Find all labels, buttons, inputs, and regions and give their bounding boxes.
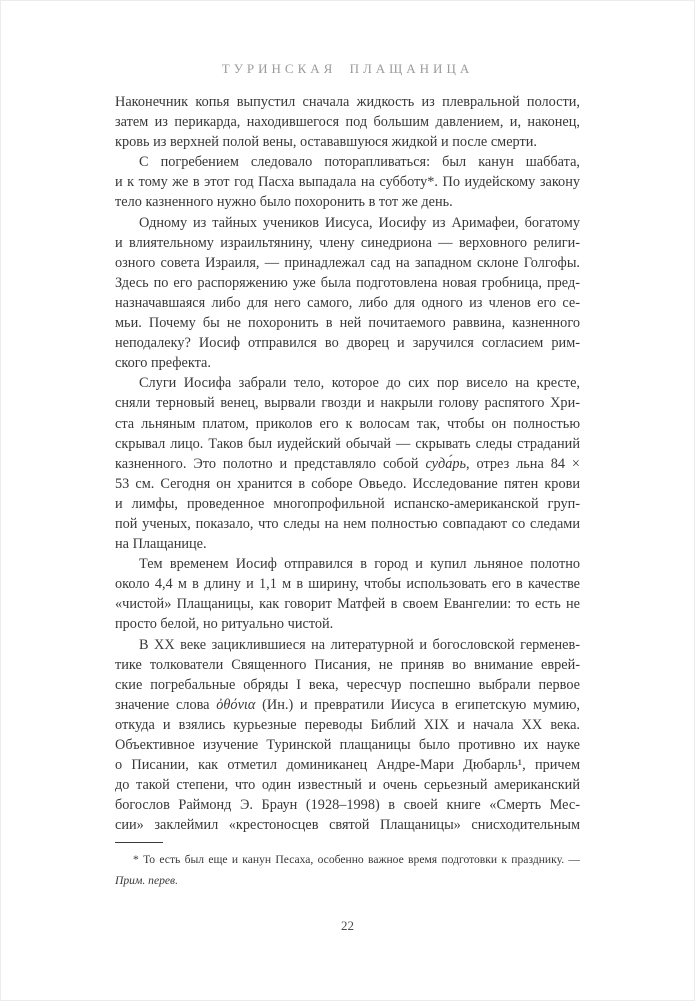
text-line: [115, 655, 580, 675]
text-line: [115, 695, 580, 715]
text-line: [115, 614, 580, 634]
text-run: , отрез льна 84 ×: [466, 455, 580, 472]
text-line: [115, 373, 580, 393]
text-run: и влиятельному израильтянину, члену синедриона — верховного религи-: [115, 234, 580, 251]
text-line: [115, 815, 580, 835]
text-line: [115, 112, 580, 132]
text-line: [115, 313, 580, 333]
text-line: [115, 132, 580, 152]
text-line: [115, 795, 580, 815]
text-run: Наконечник копья выпустил сначала жидкость из плевральной полости,: [115, 94, 580, 110]
text-line: [115, 534, 580, 554]
text-run: сняли терновый венец, вырвали гвозди и накрыли голову распятого Хри-: [115, 395, 580, 412]
text-run: скрывал лицо. Таков был иудейский обычай — скрывать следы страданий: [115, 435, 580, 452]
text-run: С погребением следовало поторапливаться: был канун шаббата,: [139, 154, 580, 171]
text-run: В XX веке зациклившиеся на литературной и богословской герменев-: [139, 636, 580, 653]
text-line: [115, 253, 580, 273]
text-run: озного совета Израиля, — принадлежал сад на западном склоне Голгофы.: [115, 254, 580, 271]
text-run: * То есть был еще и канун Песаха, особенно важное время подготовки к празднику. —: [133, 853, 580, 866]
paragraph: [115, 554, 580, 634]
text-line: [115, 574, 580, 594]
text-run: и к тому же в этот год Пасха выпадала на субботу*. По иудейскому закону: [115, 174, 580, 191]
text-run: сии» заклеймил «крестоносцев святой Плащаницы» снисходительным: [115, 817, 580, 834]
text-line: [115, 152, 580, 172]
text-line: [115, 434, 580, 454]
text-line: [115, 333, 580, 353]
text-run: Здесь по его распоряжению уже была подготовлена новая гробница, пред-: [115, 274, 580, 291]
text-run: богослов Раймонд Э. Браун (1928–1998) в своей книге «Смерть Мес-: [115, 797, 580, 814]
text-run: кровь из верхней полой вены, остававшуюся жидкой и после смерти.: [115, 134, 537, 151]
text-line: [115, 192, 580, 212]
text-run: ские погребальные обряды I века, чересчур поспешно выбрали первое: [115, 676, 580, 693]
text-line: [115, 715, 580, 735]
text-run: ста льняным платом, приколов его к волосам так, чтобы он полностью: [115, 415, 580, 432]
text-run: значение слова: [115, 696, 217, 713]
text-line: [115, 675, 580, 695]
text-run: (Ин.) и превратили Иисуса в египетскую мумию,: [255, 696, 580, 713]
text-run: просто белой, но ритуально чистой.: [115, 616, 334, 633]
italic-run: Прим. перев.: [115, 874, 178, 887]
text-line: [115, 474, 580, 494]
text-run: назначавшаяся либо для него самого, либо для одного из членов его се-: [115, 294, 580, 311]
text-line: [115, 293, 580, 313]
italic-run: суда́рь: [425, 455, 467, 472]
text-line: [115, 594, 580, 614]
text-run: 53 см. Сегодня он хранится в соборе Овьедо. Исследование пятен крови: [115, 475, 580, 492]
text-line: [115, 849, 580, 870]
paragraph: [115, 635, 580, 836]
text-line: [115, 92, 580, 112]
footnote-rule: [115, 842, 163, 843]
text-run: «чистой» Плащаницы, как говорит Матфей в своем Евангелии: то есть не: [115, 596, 580, 613]
text-line: [115, 494, 580, 514]
text-line: [115, 233, 580, 253]
text-line: [115, 514, 580, 534]
text-line: [115, 554, 580, 574]
text-run: казненного. Это полотно и представляло собой: [115, 455, 426, 472]
page-number: 22: [341, 918, 354, 933]
text-line: [115, 414, 580, 434]
text-run: ского префекта.: [115, 355, 211, 372]
text-line: [115, 353, 580, 373]
text-run: и лимфы, проведенное многопрофильной испанско-американской груп-: [115, 495, 580, 512]
text-line: [115, 735, 580, 755]
text-line: [115, 454, 580, 474]
text-run: Слуги Иосифа забрали тело, которое до сих пор висело на кресте,: [139, 375, 580, 392]
text-line: [115, 172, 580, 192]
text-line: [115, 273, 580, 293]
text-run: затем из перикарда, находившегося под большим давлением, и, наконец,: [115, 114, 580, 131]
text-line: [115, 213, 580, 233]
text-run: Объективное изучение Туринской плащаницы было противно их науке: [115, 737, 580, 753]
paragraph: [115, 92, 580, 152]
text-run: мьи. Почему бы не похоронить в ней почитаемого раввина, казненного: [115, 315, 580, 332]
running-head: ТУРИНСКАЯ ПЛАЩАНИЦА: [221, 61, 474, 76]
italic-run: ὀθόνια: [216, 696, 256, 713]
text-line: [115, 870, 580, 891]
text-block: [115, 92, 580, 835]
text-line: [115, 393, 580, 413]
text-run: до такой степени, что один известный и очень серьезный американский: [115, 777, 580, 794]
text-run: тике толкователи Священного Писания, не приняв во внимание еврей-: [115, 656, 580, 673]
paragraph: [115, 373, 580, 554]
text-run: Тем временем Иосиф отправился в город и купил льняное полотно: [139, 556, 580, 573]
text-run: неподалеку? Иосиф отправился во дворец и заручился согласием рим-: [115, 335, 580, 352]
text-run: около 4,4 м в длину и 1,1 м в ширину, чтобы использовать его в качестве: [115, 576, 580, 593]
paragraph: [115, 213, 580, 374]
text-run: на Плащанице.: [115, 536, 207, 553]
text-run: Одному из тайных учеников Иисуса, Иосифу из Аримафеи, богатому: [139, 214, 580, 231]
text-run: тело казненного нужно было похоронить в тот же день.: [115, 194, 453, 211]
text-run: откуда и взялись курьезные переводы Библий XIX и начала XX века.: [115, 716, 580, 733]
text-run: пой ученых, показало, что следы на нем полностью совпадают со следами: [115, 515, 580, 532]
text-line: [115, 775, 580, 795]
text-line: [115, 635, 580, 655]
text-run: о Писании, как отметил доминиканец Андре-Мари Дюбарль¹, причем: [115, 757, 580, 774]
text-line: [115, 755, 580, 775]
footnote: [115, 849, 580, 891]
paragraph: [115, 152, 580, 212]
